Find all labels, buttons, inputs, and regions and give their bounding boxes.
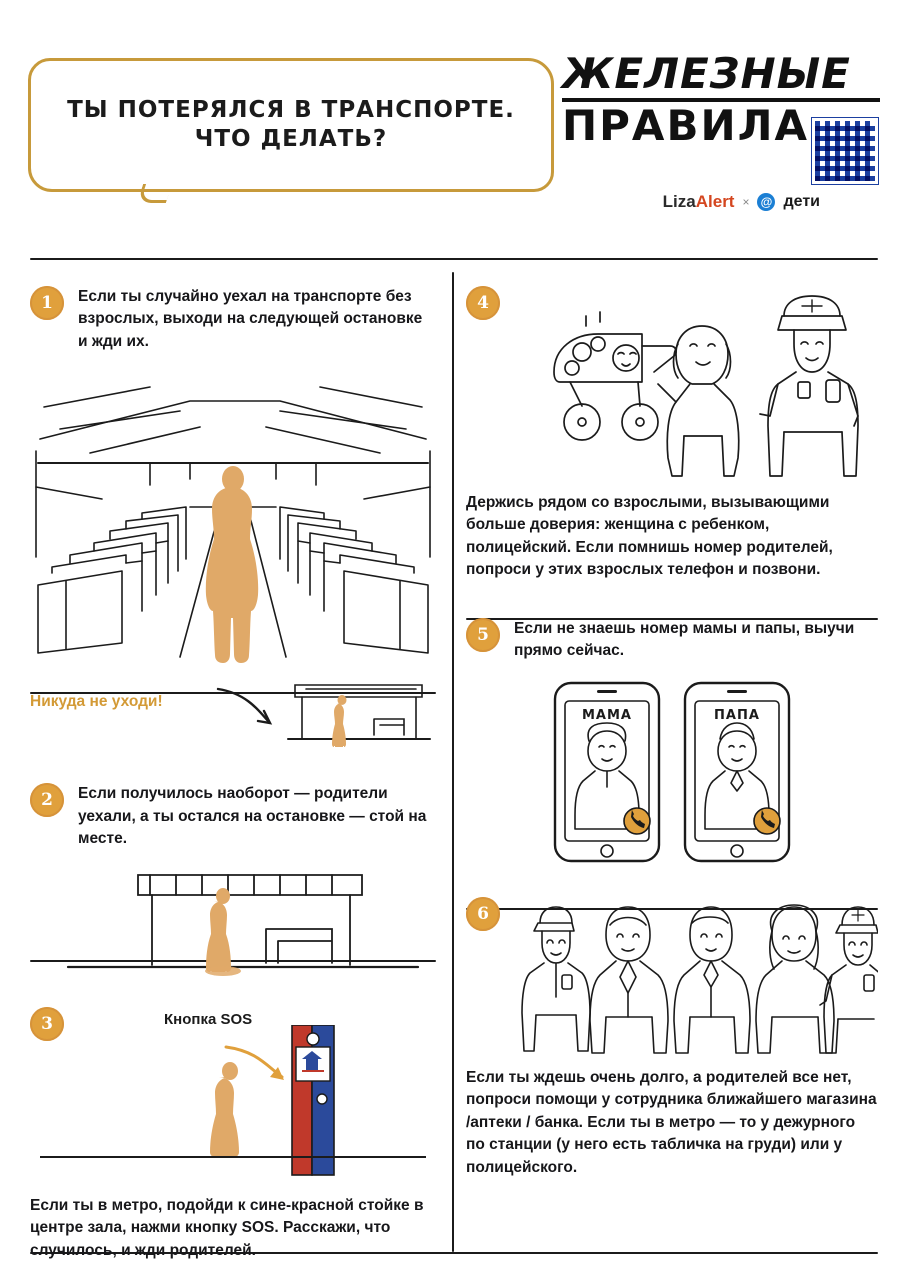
sos-button-label: Кнопка SOS	[164, 1010, 253, 1028]
left-column	[30, 272, 436, 1262]
illustration-two-phones	[466, 679, 878, 865]
step-4-caption: Держись рядом со взрослыми, вызывающими больше доверия: женщина с ребенком, полицейский. Если помнишь номер родителей, попроси у этих взрослых телефон и позвони.	[466, 494, 833, 579]
brand-line-2: ПРАВИЛА	[562, 98, 880, 148]
page-title-line1: ТЫ ПОТЕРЯЛСЯ В ТРАНСПОРТЕ.	[67, 97, 515, 124]
phone-mama[interactable]	[551, 679, 663, 865]
step-4	[466, 286, 878, 582]
step-3-badge: 3	[30, 1007, 64, 1041]
step-1-badge: 1	[30, 286, 64, 320]
poster-header	[0, 0, 906, 258]
illustration-bus-stop-large	[30, 863, 436, 983]
step-5-head	[466, 618, 878, 663]
partners-row	[663, 192, 820, 212]
step-5-badge: 5	[466, 618, 500, 652]
step-1	[30, 286, 436, 749]
lizaalert-logo: LizaAlert	[662, 192, 735, 211]
illustration-bus-interior	[30, 367, 436, 667]
illustration-metro-sos-column	[30, 1025, 436, 1185]
brand-line-1: ЖЕЛЕЗНЫЕ	[562, 49, 851, 98]
illustration-woman-pram-policeman	[526, 286, 878, 486]
speech-bubble-tail	[137, 184, 172, 203]
step-6	[466, 897, 878, 1179]
step-2	[30, 783, 436, 982]
illustration-bus-stop-small	[30, 663, 436, 749]
qr-code-icon[interactable]	[812, 118, 878, 184]
at-sign-icon: @	[757, 193, 775, 211]
step-6-caption: Если ты ждешь очень долго, а родителей все нет, попроси помощи у сотрудника ближайшего магазина /аптеки / банка. Если ты в метро — то у дежурного по станции (у него есть табличка на груди) или у полицейского.	[466, 1068, 877, 1176]
phone-papa[interactable]	[681, 679, 793, 865]
step-1-head	[30, 286, 436, 353]
step-5-text: Если не знаешь номер мамы и папы, выучи прямо сейчас.	[514, 619, 855, 660]
child-silhouette	[206, 466, 258, 663]
step-6-badge: 6	[466, 897, 500, 931]
divider-center	[452, 272, 454, 1252]
title-speech-bubble	[28, 58, 554, 192]
step-2-text: Если получилось наоборот — родители уехали, а ты остался на остановке — стой на месте.	[78, 785, 427, 848]
step-1-text: Если ты случайно уехал на транспорте без взрослых, выходи на следующей остановке и жди их.	[78, 288, 423, 350]
phone-papa-label: ПАПА	[714, 707, 760, 723]
phone-mama-label: МАМА	[582, 707, 632, 723]
step-3	[30, 1007, 436, 1262]
illustration-five-adults	[514, 901, 878, 1061]
step-3-caption: Если ты в метро, подойди к сине-красной стойке в центре зала, нажми кнопку SOS. Расскажи, что случилось, и жди родителей.	[30, 1196, 424, 1259]
page-title-line2: ЧТО ДЕЛАТЬ?	[194, 126, 388, 152]
deti-logo: дети	[783, 193, 820, 210]
step-2-badge: 2	[30, 783, 64, 817]
step-2-head	[30, 783, 436, 850]
step-4-badge: 4	[466, 286, 500, 320]
partner-separator-icon: ×	[742, 195, 750, 209]
divider-top	[30, 258, 878, 260]
right-column	[466, 272, 878, 1179]
step-5	[466, 618, 878, 865]
step-1-note: Никуда не уходи!	[30, 693, 163, 711]
